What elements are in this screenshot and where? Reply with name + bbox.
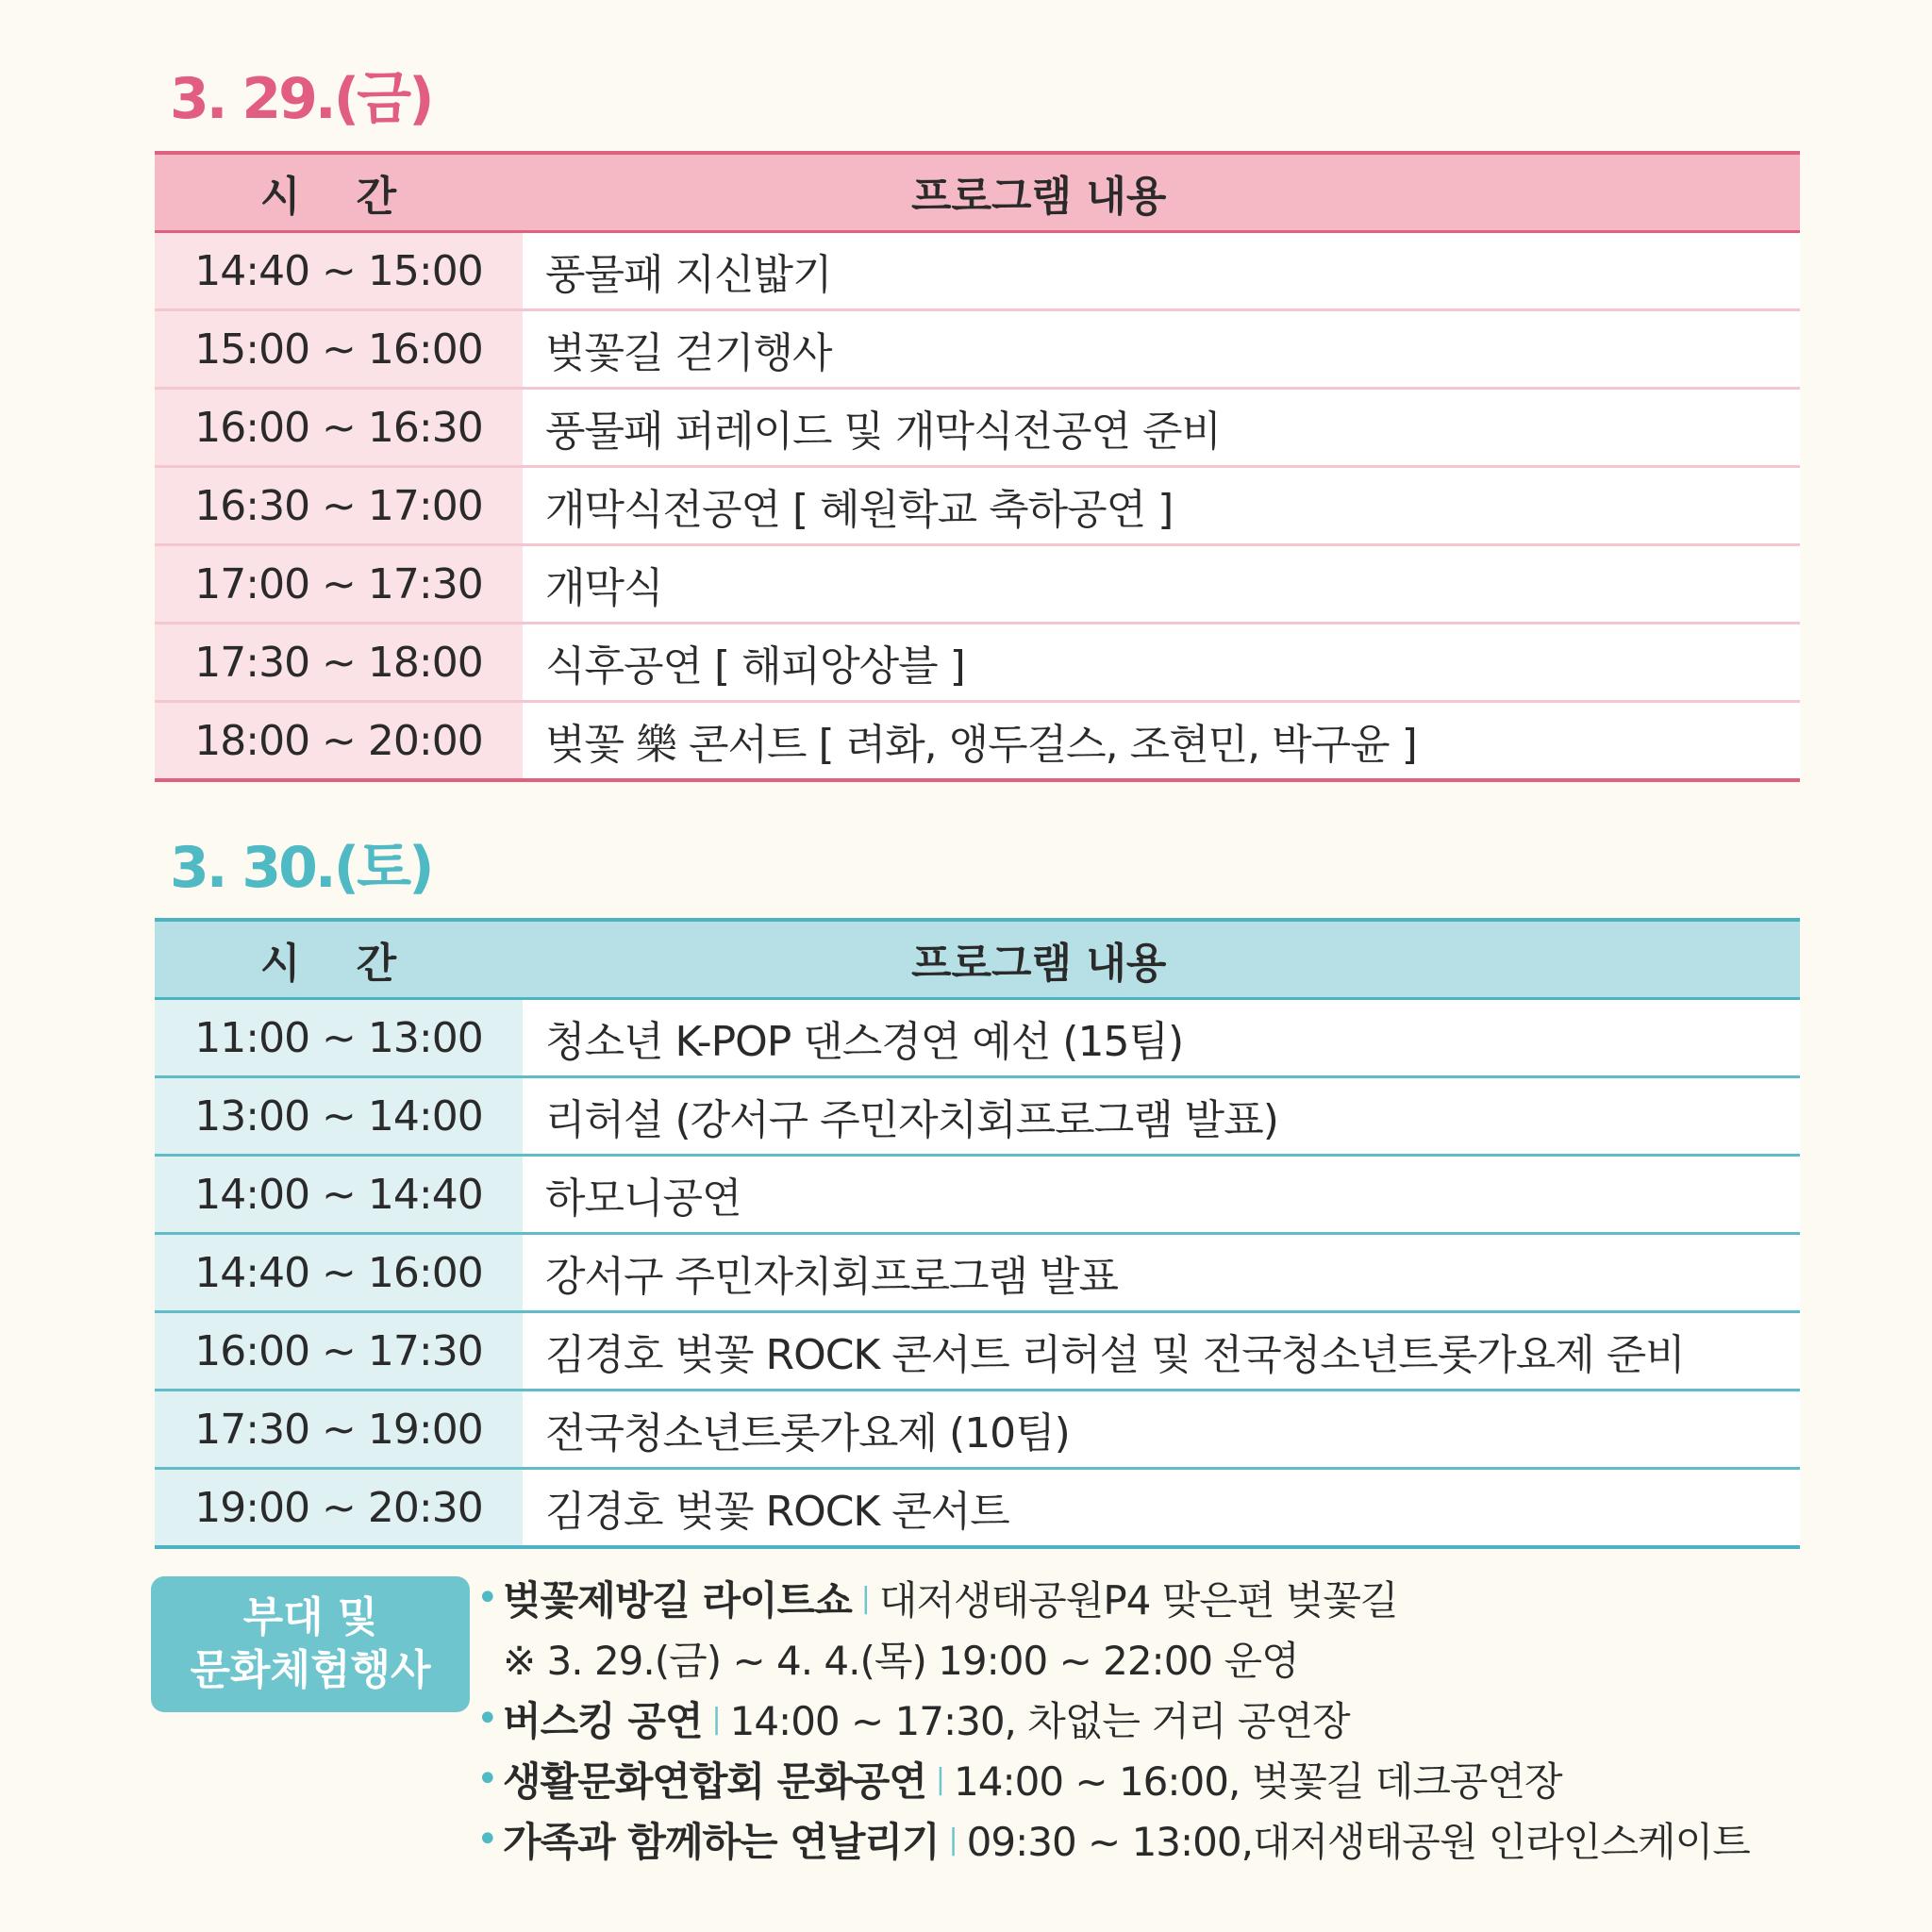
- list-item: [476, 1749, 1816, 1809]
- table-row: [155, 389, 1800, 467]
- list-item: [476, 1809, 1816, 1870]
- table-row: [155, 1312, 1800, 1391]
- header-program: 프로그램 내용: [523, 920, 1800, 999]
- row-time: 17:00 ~ 17:30: [155, 545, 523, 624]
- row-program: 김경호 벚꽃 ROCK 콘서트: [523, 1469, 1800, 1548]
- table-row: [155, 1391, 1800, 1469]
- bullet-icon: •: [476, 1757, 498, 1801]
- side-events-badge: [151, 1576, 470, 1712]
- row-program: 식후공연 [ 해피앙상블 ]: [523, 624, 1800, 702]
- table-row: [155, 467, 1800, 545]
- table-row: [155, 999, 1800, 1077]
- day1-schedule-table: [155, 151, 1800, 782]
- list-item: [476, 1568, 1816, 1628]
- day1-title: 3. 29.(금): [170, 66, 432, 132]
- table-row: [155, 1156, 1800, 1234]
- row-time: 16:30 ~ 17:00: [155, 467, 523, 545]
- table-header-row: [155, 920, 1800, 999]
- badge-line: 부대 및: [242, 1593, 378, 1641]
- row-time: 14:00 ~ 14:40: [155, 1156, 523, 1234]
- bullet-icon: •: [476, 1818, 498, 1861]
- side-events-list: [476, 1568, 1816, 1870]
- event-note: ※ 3. 29.(금) ~ 4. 4.(목) 19:00 ~ 22:00 운영: [503, 1638, 1299, 1684]
- separator: |: [711, 1702, 721, 1736]
- event-name: 생활문화연합회 문화공연: [503, 1758, 926, 1805]
- event-name: 벚꽃제방길 라이트쇼: [503, 1577, 852, 1624]
- event-detail: 14:00 ~ 16:00, 벚꽃길 데크공연장: [954, 1758, 1562, 1805]
- day2-schedule-table: [155, 918, 1800, 1549]
- separator: |: [935, 1762, 945, 1796]
- row-program: 하모니공연: [523, 1156, 1800, 1234]
- separator: |: [948, 1823, 958, 1857]
- row-program: 벚꽃 樂 콘서트 [ 려화, 앵두걸스, 조현민, 박구윤 ]: [523, 702, 1800, 781]
- table-row: [155, 545, 1800, 624]
- event-name: 가족과 함께하는 연날리기: [503, 1819, 940, 1865]
- header-time: 시 간: [155, 153, 523, 232]
- table-row: [155, 1077, 1800, 1156]
- row-time: 16:00 ~ 17:30: [155, 1312, 523, 1391]
- row-program: 벚꽃길 걷기행사: [523, 310, 1800, 389]
- table-header-row: [155, 153, 1800, 232]
- row-program: 개막식: [523, 545, 1800, 624]
- row-time: 11:00 ~ 13:00: [155, 999, 523, 1077]
- day2-title: 3. 30.(토): [170, 835, 432, 901]
- event-detail: 대저생태공원P4 맞은편 벚꽃길: [878, 1577, 1398, 1624]
- row-program: 김경호 벚꽃 ROCK 콘서트 리허설 및 전국청소년트롯가요제 준비: [523, 1312, 1800, 1391]
- row-program: 풍물패 퍼레이드 및 개막식전공연 준비: [523, 389, 1800, 467]
- bullet-icon: •: [476, 1576, 498, 1620]
- separator: |: [860, 1581, 870, 1615]
- header-program: 프로그램 내용: [523, 153, 1800, 232]
- event-name: 버스킹 공연: [503, 1698, 703, 1744]
- table-row: [155, 310, 1800, 389]
- row-time: 19:00 ~ 20:30: [155, 1469, 523, 1548]
- row-time: 17:30 ~ 19:00: [155, 1391, 523, 1469]
- row-time: 13:00 ~ 14:00: [155, 1077, 523, 1156]
- row-program: 청소년 K-POP 댄스경연 예선 (15팀): [523, 999, 1800, 1077]
- row-program: 전국청소년트롯가요제 (10팀): [523, 1391, 1800, 1469]
- row-time: 17:30 ~ 18:00: [155, 624, 523, 702]
- table-row: [155, 232, 1800, 310]
- badge-line: 문화체험행사: [190, 1646, 431, 1694]
- bullet-icon: •: [476, 1697, 498, 1740]
- row-time: 14:40 ~ 16:00: [155, 1234, 523, 1312]
- table-row: [155, 624, 1800, 702]
- row-time: 18:00 ~ 20:00: [155, 702, 523, 781]
- row-program: 강서구 주민자치회프로그램 발표: [523, 1234, 1800, 1312]
- header-time: 시 간: [155, 920, 523, 999]
- event-detail: 14:00 ~ 17:30, 차없는 거리 공연장: [729, 1698, 1350, 1744]
- table-row: [155, 1234, 1800, 1312]
- row-time: 14:40 ~ 15:00: [155, 232, 523, 310]
- row-time: 16:00 ~ 16:30: [155, 389, 523, 467]
- row-program: 풍물패 지신밟기: [523, 232, 1800, 310]
- event-detail: 09:30 ~ 13:00,대저생태공원 인라인스케이트: [966, 1819, 1750, 1865]
- table-row: [155, 702, 1800, 781]
- row-time: 15:00 ~ 16:00: [155, 310, 523, 389]
- row-program: 개막식전공연 [ 혜원학교 축하공연 ]: [523, 467, 1800, 545]
- list-item: [476, 1689, 1816, 1749]
- table-row: [155, 1469, 1800, 1548]
- row-program: 리허설 (강서구 주민자치회프로그램 발표): [523, 1077, 1800, 1156]
